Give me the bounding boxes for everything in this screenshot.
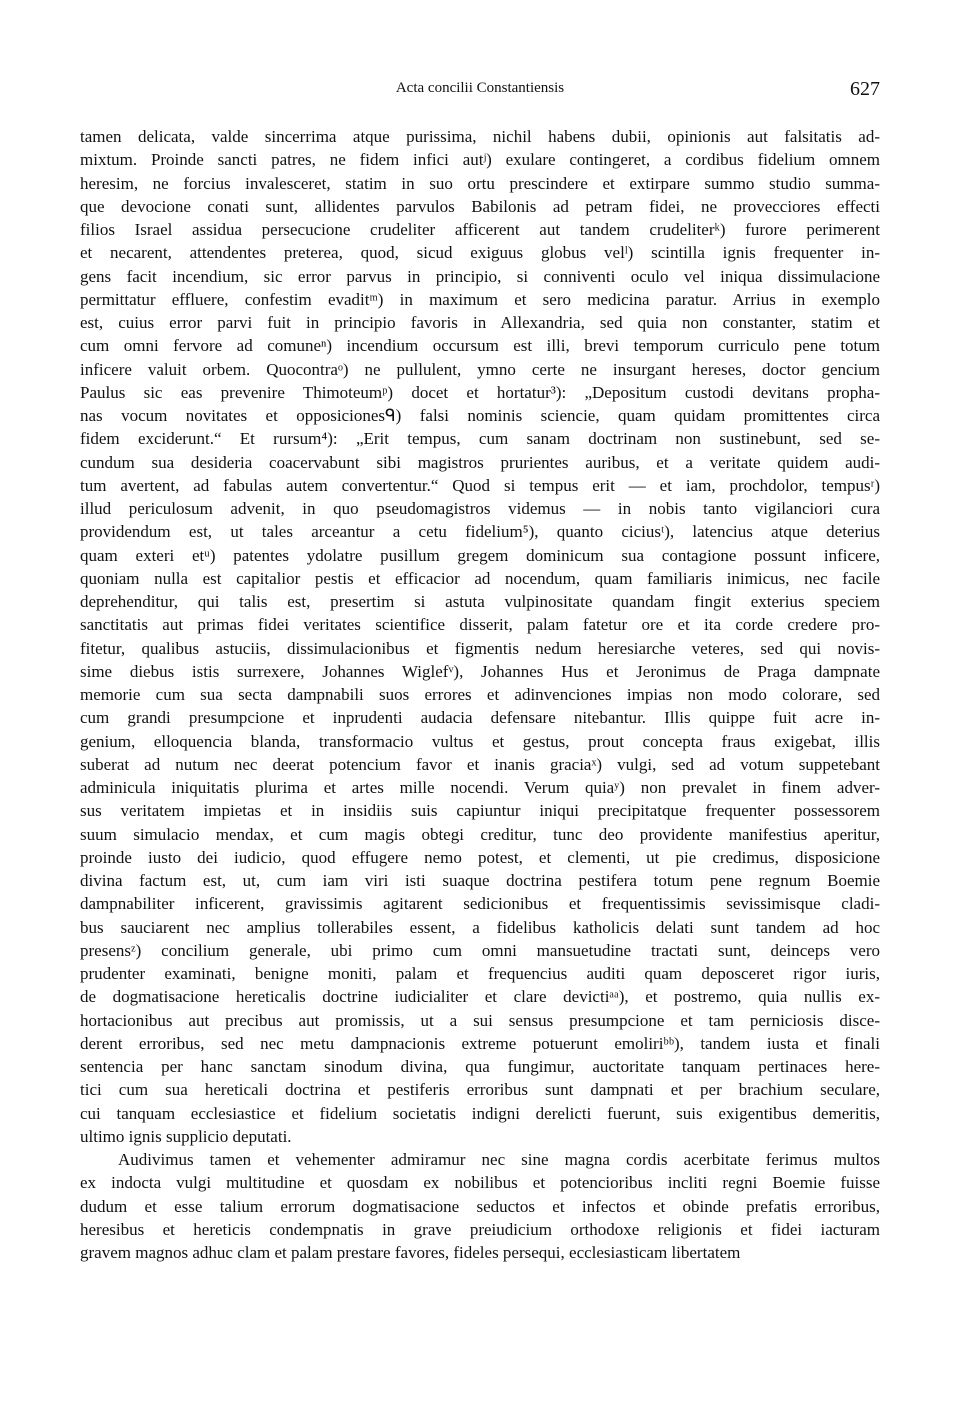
text-line: bus sauciarent nec amplius tollerabiles essent, a fidelibus katholicis delati sunt tandem ad hoc <box>80 917 880 937</box>
text-line: que devocione conati sunt, allidentes parvulos Babilonis ad petram fidei, ne provecciores effecti <box>80 196 880 216</box>
text-line: prudenter examinati, benigne moniti, palam et frequencius auditi quam deposceret rigor iuris, <box>80 964 880 983</box>
text-line: fidem exciderunt.“ Et rursum⁴): „Erit tempus, cum sanam doctrinam non sustinebunt, sed se- <box>80 429 880 449</box>
text-line: quam exteri etᵘ) patentes ydolatre pusillum gregem dominicum sua contagione possunt inficere, <box>80 545 880 565</box>
text-line: proinde iusto dei iudicio, quod effugere nemo potest, et clementi, ut pie credimus, disposicione <box>80 847 880 867</box>
text-line: heresibus et hereticis condempnatis in grave preiudicium orthodoxe religionis et fidei iacturam <box>80 1219 880 1239</box>
text-line: quoniam nulla est capitalior pestis et efficacior ad nocendum, quam familiaris inimicus, nec facile <box>80 568 880 588</box>
body-text <box>80 125 880 1264</box>
running-title: Acta concilii Constantiensis <box>395 80 565 96</box>
text-line: sentencia per hanc sanctam sinodum divina, qua fungimur, auctoritate tanquam pertinaces here- <box>80 1057 880 1076</box>
text-line: adminicula iniquitatis plurima et artes mille nocendi. Verum quiaʸ) non prevalet in finem adver- <box>80 778 880 797</box>
text-line: cum omni fervore ad comuneⁿ) incendium occursum est illi, brevi temporum curriculo pene totum <box>80 336 880 356</box>
text-line: inficere valuit orbem. Quocontraᵒ) ne pullulent, ymno certe ne insurgant hereses, doctor gencium <box>80 359 880 379</box>
text-line: genium, elloquencia blanda, transformacio vultus et gestus, prout concepta fraus exigebat, illis <box>80 731 880 751</box>
text-line: dampnabiliter inficerent, gravissimis agitarent sedicionibus et frequentissimis sevissimisque cladi- <box>80 894 880 914</box>
text-line: sime diebus istis surrexere, Johannes Wiglefᵛ), Johannes Hus et Jeronimus de Praga dampnate <box>80 661 880 681</box>
text-line: ultimo ignis supplicio deputati. <box>80 1126 292 1146</box>
text-line: et necarent, attendentes preterea, quod, sicud exiguus globus velˡ) scintilla ignis frequenter in- <box>80 243 880 263</box>
text-line: tum avertent, ad fabulas autem convertentur.“ Quod si tempus erit — et iam, prochdolor, tempusʳ) <box>80 475 880 495</box>
text-line: hortacionibus aut precibus aut promissis, ut a sui sensus presumpcione et tam perniciosis disce- <box>80 1010 880 1030</box>
text-line: Audivimus tamen et vehementer admiramur nec sine magna cordis acerbitate ferimus multos <box>118 1150 880 1169</box>
text-line: tamen delicata, valde sincerrima atque purissima, nichil habens dubii, opinionis aut falsitatis ad- <box>80 127 880 146</box>
running-head <box>80 78 880 102</box>
text-line: gens facit incendium, sic error parvus in principio, si conniventi oculo vel iniqua dissimulacione <box>80 266 880 286</box>
text-line: illud periculosum advenit, in quo pseudomagistros videmus — in nobis tanto vigilanciori cura <box>80 499 880 518</box>
text-line: tici cum sua hereticali doctrina et pestiferis erroribus sunt dampnati et per brachium seculare, <box>80 1080 880 1100</box>
text-line: memorie cum sua secta dampnabili suos errores et adinvenciones impias non modo colorare, sed <box>80 685 880 704</box>
text-line: mixtum. Proinde sancti patres, ne fidem infici autʲ) exulare contingeret, a cordibus fidelium omnem <box>80 150 880 170</box>
text-line: dudum et esse talium errorum dogmatisacione seductos et infectos et obinde prefatis erroribus, <box>80 1196 880 1216</box>
text-line: divina factum est, ut, cum iam viri isti suaque doctrina pestifera totum pene regnum Boemie <box>80 871 880 890</box>
text-line: gravem magnos adhuc clam et palam prestare favores, fideles persequi, ecclesiasticam libertatem <box>80 1243 741 1262</box>
text-line: filios Israel assidua persecucione crudeliter afficerent aut tandem crudeliterᵏ) furore perimerent <box>80 220 880 239</box>
text-line: providendum est, ut tales arceantur a cetu fidelium⁵), quanto ciciusᵗ), latencius atque deterius <box>80 522 880 542</box>
page-number: 627 <box>850 78 880 100</box>
text-line: deprehenditur, qui talis est, presertim si astuta vulpinositate quandam fingit exterius speciem <box>80 592 880 611</box>
text-line: de dogmatisacione hereticalis doctrine iudicialiter et clare devictiᵃᵃ), et postremo, quia nullis ex- <box>80 987 880 1007</box>
text-line: presensᶻ) concilium generale, ubi primo cum omni mansuetudine tractati sunt, deinceps vero <box>80 940 880 960</box>
text-line: nas vocum novitates et opposicionesᑫ) falsi nominis sciencie, quam quidam promittentes circa <box>80 406 880 425</box>
text-line: sus veritatem impietas et in insidiis suis capiuntur iniqui precipitatque frequenter possessorem <box>80 801 880 821</box>
text-line: sanctitatis aut primas fidei veritates scientifice disserit, palam fatetur ore et ita corde credere pro- <box>80 615 880 635</box>
text-line: suberat ad nutum nec deerat potencium favor et inanis graciaˣ) vulgi, sed ad votum suppetebant <box>80 754 880 774</box>
text-line: suum simulacio mendax, et cum magis obtegi creditur, tunc deo providente manifestius aperitur, <box>80 824 880 844</box>
text-line: derent erroribus, sed nec metu dampnacionis extreme potuerunt emoliriᵇᵇ), tandem iusta et finali <box>80 1033 880 1053</box>
text-line: cui tanquam ecclesiastice et fidelium societatis indigni derelicti fuerunt, suis exigentibus demeritis, <box>80 1103 880 1123</box>
text-line: est, cuius error parvi fuit in principio favoris in Allexandria, sed quia non constanter, statim et <box>80 313 880 332</box>
text-line: cum grandi presumpcione et inprudenti audacia defensare nitebantur. Illis quippe fuit acre in- <box>80 708 880 728</box>
text-line: fitetur, qualibus astuciis, dissimulacionibus et figmentis nedum heresiarche veteres, sed qui novis- <box>80 638 880 658</box>
text-line: heresim, ne forcius invalesceret, statim in suo ortu prescindere et extirpare summo studio summa- <box>80 173 880 193</box>
text-line: cundum sua desideria coacervabunt sibi magistros prurientes auribus, et a veritate quidem audi- <box>80 452 880 472</box>
text-line: ex indocta vulgi multitudine et quosdam ex nobilibus et potencioribus incliti regni Boemie fuisse <box>80 1173 880 1193</box>
text-line: permittatur effluere, confestim evaditᵐ) in maximum et sero medicina paratur. Arrius in exemplo <box>80 289 880 309</box>
text-line: Paulus sic eas prevenire Thimoteumᵖ) docet et hortatur³): „Depositum custodi devitans propha- <box>80 382 880 402</box>
